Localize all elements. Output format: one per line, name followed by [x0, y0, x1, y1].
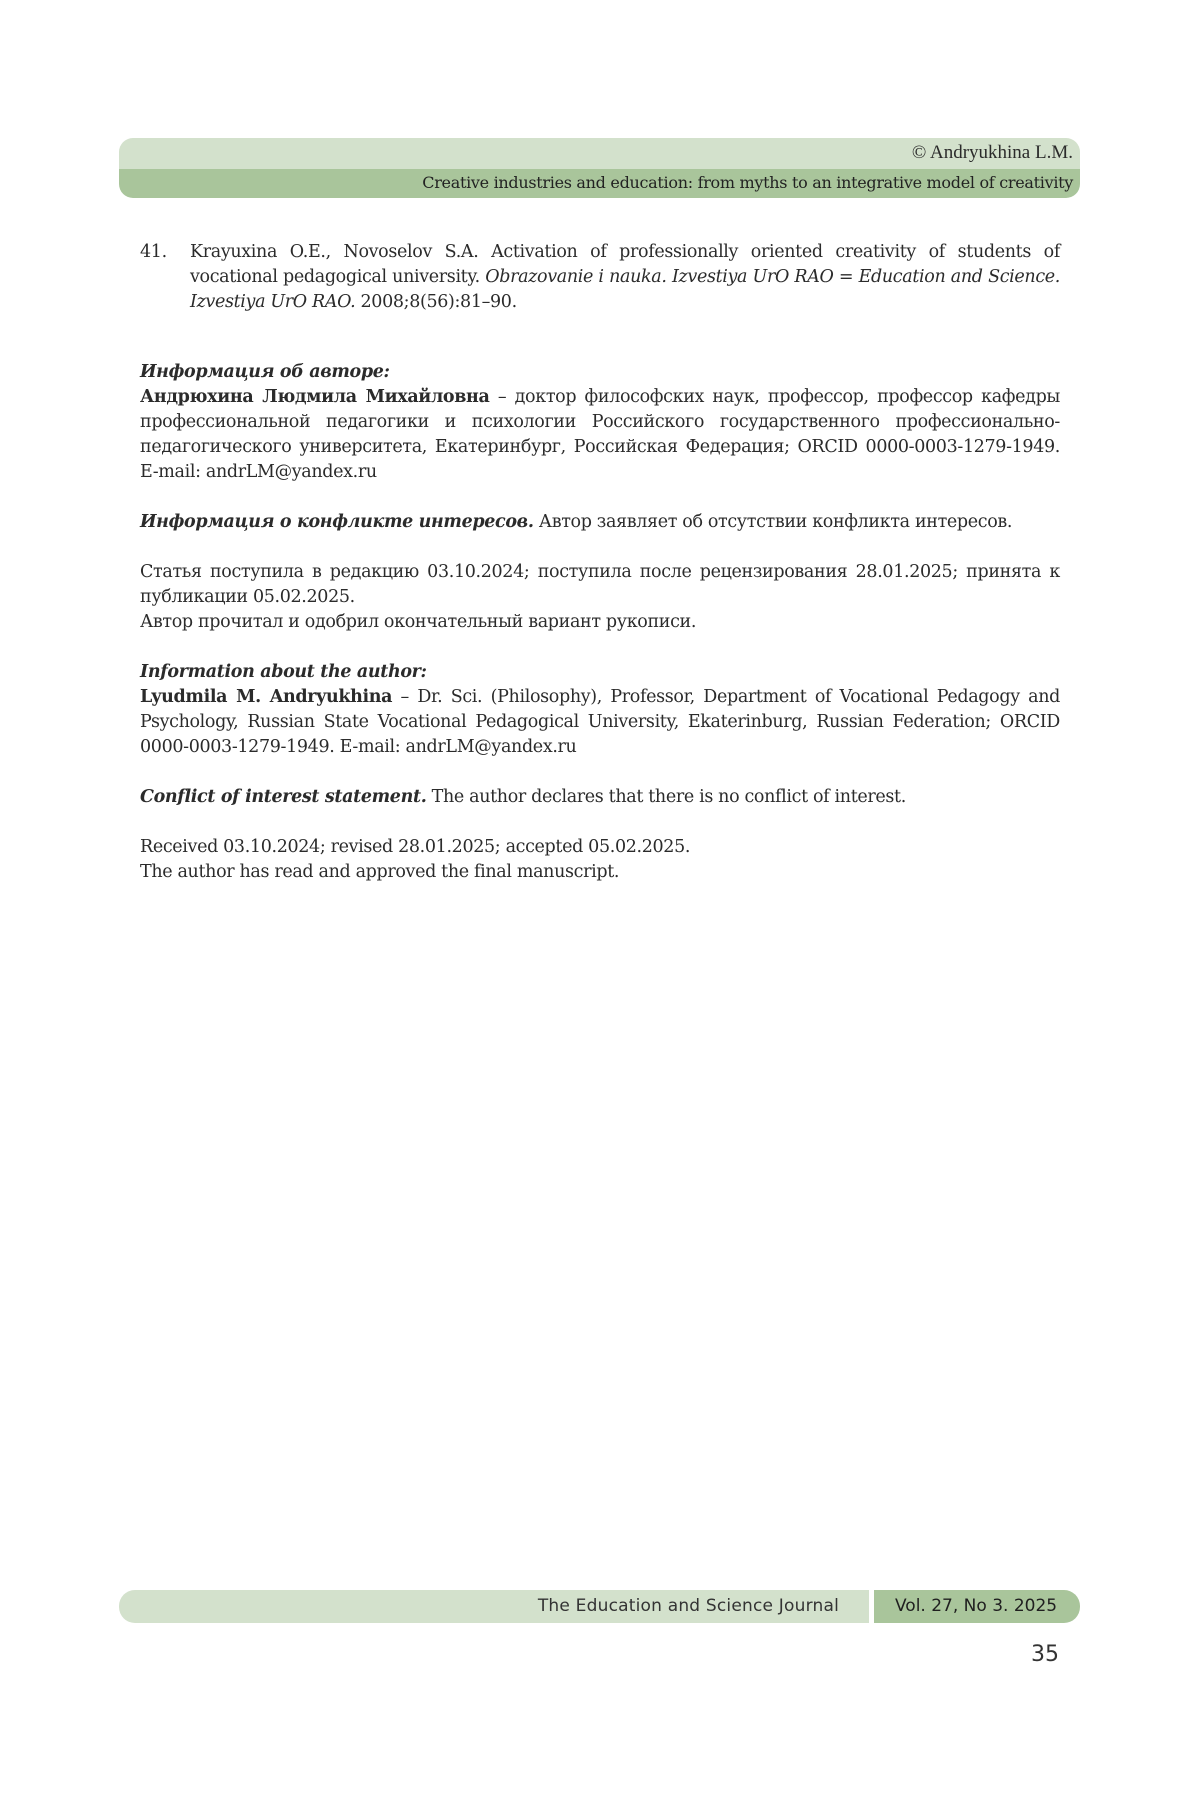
ru-author-details: – доктор философских наук, профессор, профессор кафедры профессиональной педагогики и психологии Российского государственного профессионально-педагогического университета, Екатеринбург, Российская Федерация; ORCID 0000-0003-1279-1949. E-mail: andrLM@yandex.ru [140, 387, 1060, 482]
en-conflict-text: The author declares that there is no conflict of interest. [426, 787, 906, 807]
reference-number: 41. [140, 242, 167, 262]
reference-item [140, 240, 1060, 315]
ru-conflict-text: Автор заявляет об отсутствии конфликта интересов. [533, 512, 1013, 532]
ru-author-name: Андрюхина Людмила Михайловна [140, 387, 490, 407]
footer-volume-band [874, 1590, 1080, 1623]
header-article-title: Creative industries and education: from myths to an integrative model of creativity [422, 173, 1073, 192]
running-header [119, 138, 1080, 198]
en-author-details: – Dr. Sci. (Philosophy), Professor, Department of Vocational Pedagogy and Psychology, Russian State Vocational Pedagogical University, Ekaterinburg, Russian Federation; ORCID 0000-0003-1279-1949. E-mail: andrLM@yandex.ru [140, 687, 1060, 757]
footer-volume: Vol. 27, No 3. 2025 [895, 1596, 1058, 1616]
reference-issue: 2008;8(56):81–90. [355, 292, 517, 312]
header-title-band [119, 169, 1080, 198]
en-approved: The author has read and approved the final manuscript. [140, 862, 620, 882]
ru-conflict-heading: Информация о конфликте интересов. [140, 512, 534, 532]
en-author-info [140, 660, 1060, 760]
running-footer [119, 1590, 1080, 1623]
ru-author-info-heading: Информация об авторе: [140, 362, 390, 382]
page-number: 35 [1031, 1642, 1059, 1667]
en-author-info-heading: Information about the author: [140, 662, 427, 682]
header-author-band [119, 138, 1080, 169]
ru-conflict-statement [140, 510, 1060, 535]
footer-journal-band [119, 1590, 869, 1623]
en-received: Received 03.10.2024; revised 28.01.2025; accepted 05.02.2025. [140, 837, 691, 857]
en-conflict-statement [140, 785, 1060, 810]
en-author-name: Lyudmila M. Andryukhina [140, 687, 393, 707]
footer-journal-name: The Education and Science Journal [537, 1596, 839, 1616]
reference-journal: Obrazovanie i nauka. Izvestiya UrO RAO = Education and Science. Izvestiya UrO RAO. [190, 267, 1060, 312]
page-content [140, 240, 1060, 885]
header-author: © Andryukhina L.M. [911, 142, 1073, 163]
ru-author-info [140, 360, 1060, 485]
reference-text: Krayuxina O.E., Novoselov S.A. Activation of professionally oriented creativity of students of vocational pedagogical university. [190, 242, 1060, 287]
ru-received: Статья поступила в редакцию 03.10.2024; поступила после рецензирования 28.01.2025; принята к публикации 05.02.2025. [140, 562, 1060, 607]
ru-approved: Автор прочитал и одобрил окончательный вариант рукописи. [140, 612, 697, 632]
en-conflict-heading: Conflict of interest statement. [140, 787, 427, 807]
